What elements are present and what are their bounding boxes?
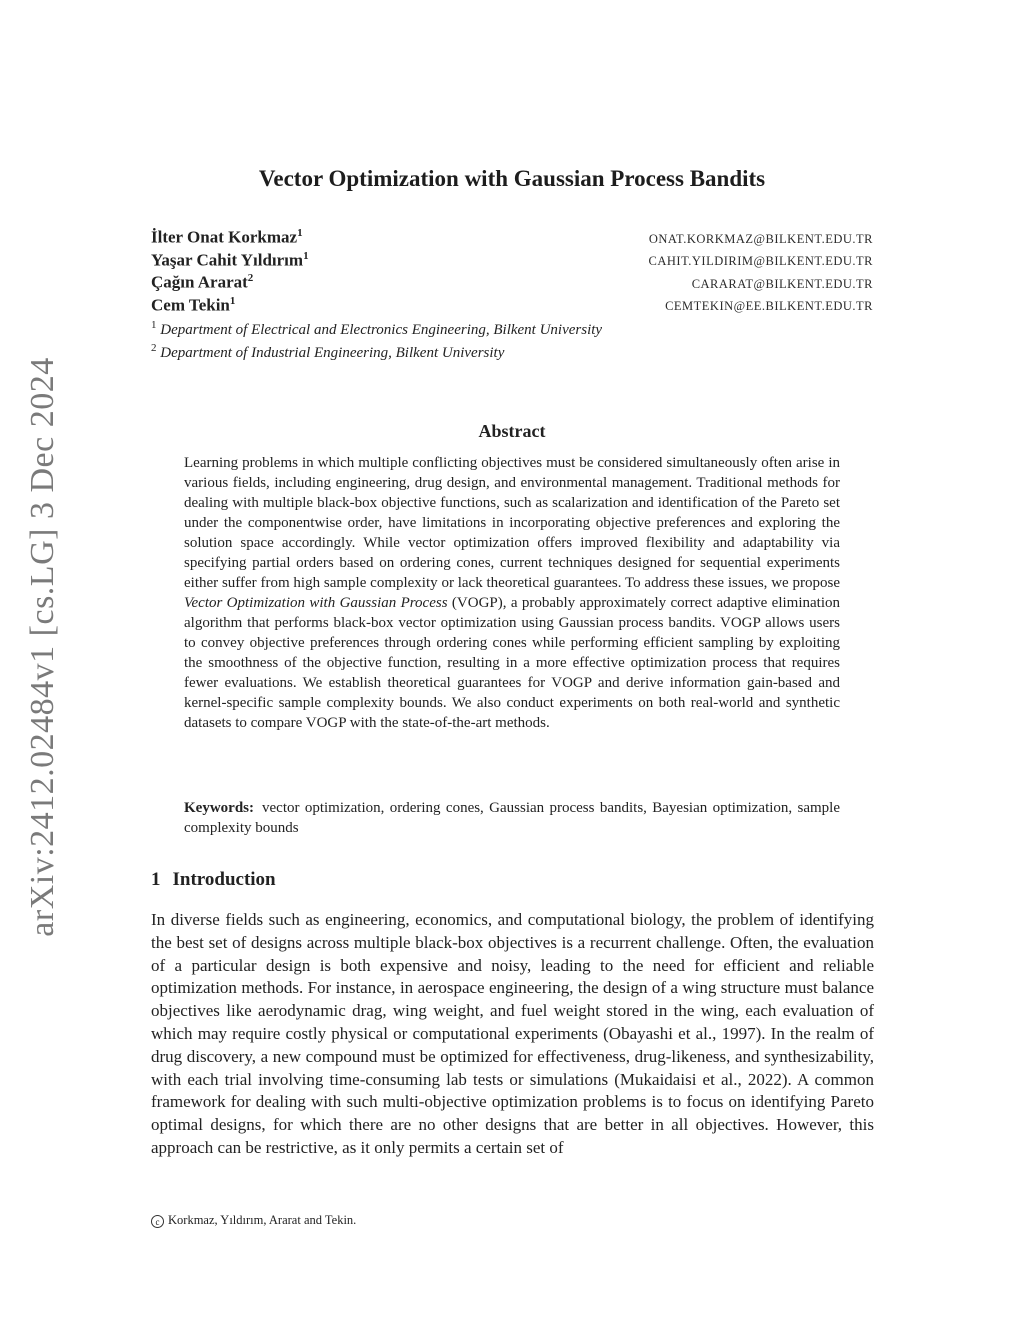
affiliation: $^2$ Department of Industrial Engineering, Bilkent University (151, 342, 505, 361)
affiliation-mark: 1 (297, 227, 303, 239)
author-email: CEMTEKIN@EE.BILKENT.EDU.TR (665, 299, 873, 314)
author-row (151, 227, 873, 250)
author-name: Cem Tekin$^1$ (151, 294, 236, 315)
author-email: ONAT.KORKMAZ@BILKENT.EDU.TR (648, 231, 873, 246)
paper-title: Vector Optimization with Gaussian Process Bandits (258, 166, 766, 191)
author-name: İlter Onat Korkmaz$^1$ (151, 227, 303, 247)
author-name: Çağın Ararat$^2$ (151, 272, 254, 292)
section-title: Introduction (172, 869, 276, 890)
author-row (151, 295, 873, 318)
copyright-icon: c (151, 1215, 164, 1228)
method-name: Vector Optimization with Gaussian Process (184, 595, 448, 611)
affiliation-list (151, 319, 602, 365)
author-row (151, 250, 873, 273)
section-heading (151, 869, 276, 891)
author-row (151, 272, 873, 295)
copyright-text: Korkmaz, Yıldırım, Ararat and Tekin. (168, 1213, 357, 1227)
abstract-heading: Abstract (478, 421, 546, 441)
affiliation: $^1$ Department of Electrical and Electronics Engineering, Bilkent University (151, 319, 603, 338)
affiliation-mark: 2 (247, 272, 254, 284)
introduction-text: In diverse fields such as engineering, economics, and computational biology, the problem of identifying the best set of designs across multiple black-box objectives is a recurrent challenge. Often, the evaluation of a particular design is both expensive and noisy, leading to the need for efficient and reliable optimization methods. For instance, in aerospace engineering, the design of a wing structure must balance objectives like aerodynamic drag, wing weight, and fuel weight stored in the wing, each evaluation of which may require costly physical or computational experiments (Obayashi et al., 1997). In the realm of drug discovery, a new compound must be optimized for effectiveness, drug-likeness, and synthesizability, with each trial involving time-consuming lab tests or simulations (Mukaidaisi et al., 2022). A common framework for dealing with such multi-objective optimization problems is to focus on identifying Pareto optimal designs, for which there are no other designs that are better in all objectives. However, this approach can be restrictive, as it only permits a certain set of (151, 910, 874, 1157)
affiliation-mark: 1 (229, 294, 236, 307)
author-email: CARARAT@BILKENT.EDU.TR (691, 276, 873, 291)
affiliation-mark: 1 (303, 249, 309, 262)
author-name: Yaşar Cahit Yıldırım$^1$ (151, 249, 309, 270)
section-number: 1 (151, 869, 161, 890)
author-list (151, 227, 873, 317)
abstract-text: Learning problems in which multiple conflicting objectives must be considered simultaneously often arise in various fields, including engineering, drug design, and environmental management. Traditional methods for dealing with multiple black-box objective functions, such as scalarization and identification of the Pareto set under the componentwise order, have limitations in incorporating objective preferences and exploring the solution space accordingly. While vector optimization offers improved flexibility and adaptability via specifying partial orders based on ordering cones, current techniques designed for sequential experiments either suffer from high sample complexity or lack theoretical guarantees. To address these issues, we propose Vector Optimization with Gaussian Process (VOGP), a probably approximately correct adaptive elimination algorithm that performs black-box vector optimization using Gaussian process bandits. VOGP allows users to convey objective preferences through ordering cones while performing efficient sampling by exploiting the smoothness of the objective function, resulting in a more effective optimization process that requires fewer evaluations. We establish theoretical guarantees for VOGP and derive information gain-based and kernel-specific sample complexity bounds. We also conduct experiments on both real-world and synthetic datasets to compare VOGP with the state-of-the-art methods. (184, 455, 840, 731)
keywords (184, 798, 840, 838)
author-email: CAHIT.YILDIRIM@BILKENT.EDU.TR (648, 254, 873, 269)
keywords-label: Keywords: (184, 800, 254, 816)
keywords-text: vector optimization, ordering cones, Gaussian process bandits, Bayesian optimization, sample complexity bounds (184, 800, 840, 836)
arxiv-stamp: arXiv:2412.02484v1 [cs.LG] 3 Dec 2024 (24, 357, 61, 937)
copyright-footnote (151, 1213, 356, 1228)
